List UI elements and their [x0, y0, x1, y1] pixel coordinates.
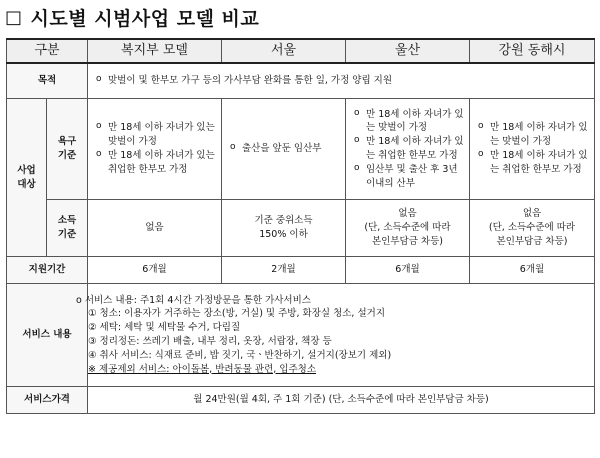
purpose-label: 목적: [7, 63, 88, 99]
income-seoul-line2: 150% 이하: [259, 229, 308, 240]
purpose-text: o 맞벌이 및 한부모 가구 등의 가사부담 완화를 통한 일, 가정 양립 지원: [96, 74, 590, 88]
page-title: [5, 2, 259, 32]
price-text: 월 24만원(월 4회, 주 1회 기준) (단, 소득수준에 따라 본인부담금 차등): [88, 387, 595, 414]
desire-ulsan: [346, 99, 470, 200]
price-row: [7, 387, 595, 414]
comparison-table: [6, 38, 595, 414]
service-row: [7, 284, 595, 387]
header-ulsan: 울산: [346, 39, 470, 63]
income-ulsan-line3: 본인부담금 차등): [372, 235, 443, 247]
service-item: ① 청소: 이용자가 거주하는 장소(방, 거실) 및 주방, 화장실 청소, 설거지: [88, 308, 385, 320]
target-label-line2: 대상: [17, 178, 36, 190]
income-label-line1: 소득: [57, 215, 77, 227]
page-title-text: 시도별 시범사업 모델 비교: [30, 7, 260, 30]
list-item: o 만 18세 이하 자녀가 있는 맞벌이 가정: [354, 108, 465, 136]
income-label: [47, 200, 88, 257]
list-item: o 만 18세 이하 자녀가 있는 취업한 한부모 가정: [478, 149, 590, 177]
income-label-line2: 기준: [57, 229, 77, 240]
income-gangwon: [470, 200, 595, 257]
desire-welfare: [88, 99, 222, 200]
service-label: 서비스 내용: [7, 284, 88, 387]
period-ulsan: 6개월: [346, 257, 470, 284]
income-ulsan: [346, 200, 470, 257]
desire-row: [7, 99, 595, 200]
service-item: ③ 정리정돈: 쓰레기 배출, 내부 정리, 옷장, 서랍장, 책장 등: [88, 336, 332, 347]
service-item: ② 세탁: 세탁 및 세탁물 수거, 다림질: [88, 322, 241, 334]
header-welfare-model: 복지부 모델: [88, 39, 222, 63]
target-label: [7, 99, 47, 257]
income-seoul: [222, 200, 346, 257]
income-gangwon-line2: (단, 소득수준에 따라: [488, 222, 576, 234]
header-gangwon: 강원 동해시: [470, 39, 595, 63]
desire-seoul: [222, 99, 346, 200]
header-category: 구분: [7, 39, 88, 63]
service-lead: o 서비스 내용: 주1회 4시간 가정방문을 통한 가사서비스: [76, 294, 311, 306]
desire-label-line2: 기준: [57, 150, 77, 161]
period-label: 지원기간: [7, 257, 88, 284]
desire-label: [47, 99, 88, 200]
service-item: ④ 취사 서비스: 식재료 준비, 밥 짓기, 국ㆍ반찬하기, 설거지(장보기 제외): [88, 349, 392, 361]
income-seoul-line1: 기준 중위소득: [254, 215, 313, 227]
income-gangwon-line3: 본인부담금 차등): [496, 235, 568, 247]
income-welfare: 없음: [88, 200, 222, 257]
income-ulsan-line2: (단, 소득수준에 따라: [364, 222, 451, 234]
header-row: [7, 39, 595, 63]
checkbox-square-icon: □: [5, 6, 23, 28]
purpose-cell: [88, 63, 595, 99]
target-label-line1: 사업: [17, 164, 36, 176]
price-label: 서비스가격: [7, 387, 88, 414]
period-row: [7, 257, 595, 284]
list-item: o 만 18세 이하 자녀가 있는 맞벌이 가정: [96, 121, 217, 149]
list-item: o 만 18세 이하 자녀가 있는 취업한 한부모 가정: [96, 149, 217, 177]
list-item: o 만 18세 이하 자녀가 있는 맞벌이 가정: [478, 121, 590, 149]
income-row: [7, 200, 595, 257]
service-note: ※ 제공제외 서비스: 아이돌봄, 반려동물 관련, 입주청소: [88, 363, 317, 375]
desire-gangwon: [470, 99, 595, 200]
income-gangwon-line1: 없음: [522, 208, 542, 220]
list-item: o 임산부 및 출산 후 3년 이내의 산부: [354, 163, 465, 191]
period-welfare: 6개월: [88, 257, 222, 284]
list-item: o 만 18세 이하 자녀가 있는 취업한 한부모 가정: [354, 135, 465, 163]
period-seoul: 2개월: [222, 257, 346, 284]
list-item: o 출산을 앞둔 임산부: [230, 142, 341, 156]
service-cell: [76, 284, 595, 387]
purpose-row: [7, 63, 595, 99]
income-ulsan-line1: 없음: [398, 208, 417, 220]
period-gangwon: 6개월: [470, 257, 595, 284]
desire-label-line1: 욕구: [57, 136, 77, 148]
header-seoul: 서울: [222, 39, 346, 63]
